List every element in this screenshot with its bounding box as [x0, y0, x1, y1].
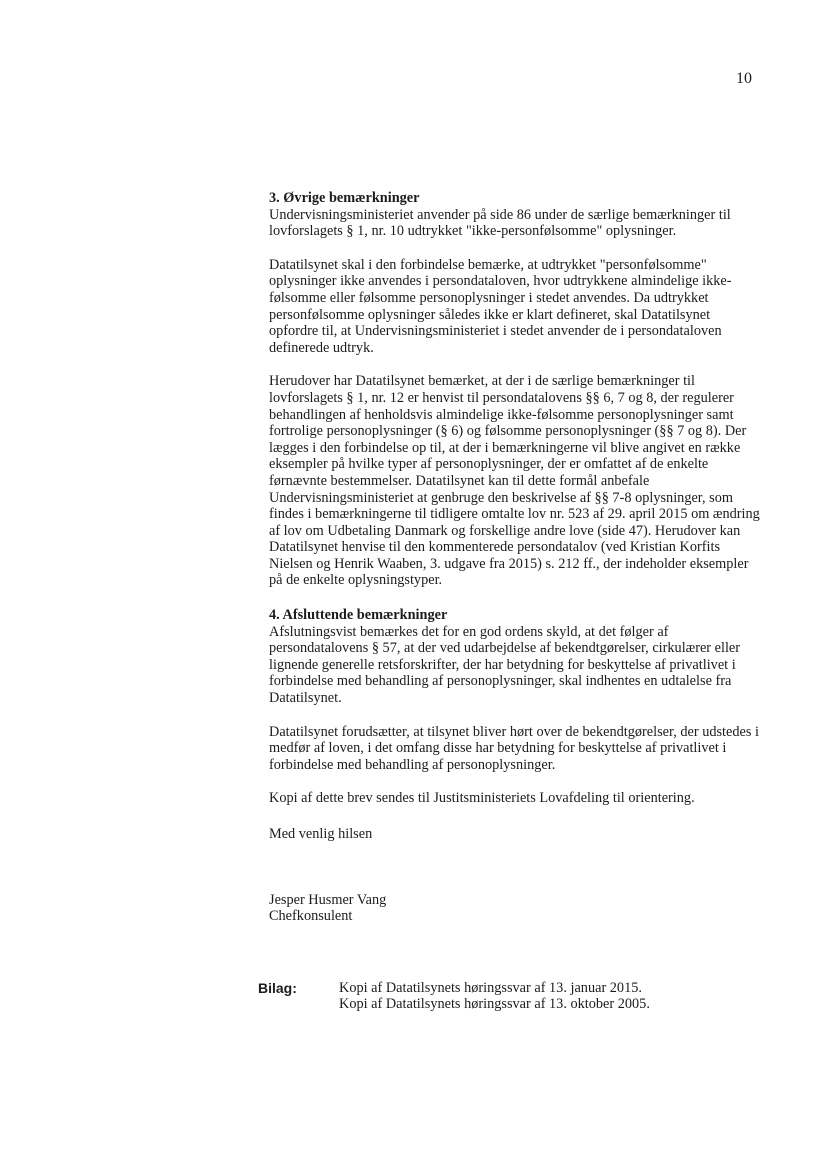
signatory-name: Jesper Husmer Vang: [269, 891, 387, 908]
attachments-block: [258, 980, 761, 1013]
signatory-title: Chefkonsulent: [269, 908, 353, 925]
section-3-paragraph-1: Datatilsynet skal i den forbindelse bemærke, at udtrykket "personfølsomme" oplysninger ikke anvendes i persondataloven, hvor udtrykkene almindelige ikke-følsomme eller følsomme personoplysninger i stedet anvendes. Da udtrykket personfølsomme oplysninger således ikke er klart defineret, skal Datatilsynet opfordre til, at Undervisningsministeriet i stedet anvender de i persondataloven definerede udtryk.: [269, 256, 732, 356]
section-4-paragraph-1: Datatilsynet forudsætter, at tilsynet bliver hørt over de bekendtgørelser, der udstedes i medfør af loven, i det omfang disse har betydning for beskyttelse af privatlivet i forbindelse med behandling af personoplysninger.: [269, 723, 759, 773]
letter-body: [258, 190, 761, 1013]
section-4-heading: 4. Afsluttende bemærkninger: [269, 607, 448, 624]
section-3-paragraph-2: Herudover har Datatilsynet bemærket, at der i de særlige bemærkninger til lovforslagets § 1, nr. 12 er henvist til persondatalovens §§ 6, 7 og 8, der regulerer behandlingen af henholdsvis almindelige ikke-følsomme personoplysninger samt fortrolige personoplysninger (§ 6) og følsomme personoplysninger (§§ 7 og 8). Der lægges i den forbindelse op til, at der i bemærkningerne vil blive angivet en række eksempler på hvilke typer af personoplysninger, der er omfattet af de enkelte førnævnte bestemmelser. Datatilsynet kan til dette formål anbefale Undervisningsministeriet at genbruge den beskrivelse af §§ 7-8 oplysninger, som findes i bemærkningerne til tidligere omtalte lov nr. 523 af 29. april 2015 om ændring af lov om Udbetaling Danmark og forskellige andre love (side 47). Herudover kan Datatilsynet henvise til den kommenterede persondatalov (ved Kristian Korfits Nielsen og Henrik Waaben, 3. udgave fra 2015) s. 212 ff., der indeholder eksempler på de enkelte oplysningstyper.: [269, 373, 760, 589]
section-4-paragraph-2: Kopi af dette brev sendes til Justitsministeriets Lovafdeling til orientering.: [269, 790, 695, 807]
attachments-label: Bilag:: [258, 979, 297, 996]
attachment-item: Kopi af Datatilsynets høringssvar af 13. oktober 2005.: [339, 996, 650, 1013]
closing-greeting: Med venlig hilsen: [269, 826, 373, 842]
section-4-intro: Afslutningsvist bemærkes det for en god ordens skyld, at det følger af persondatalovens § 57, at der ved udarbejdelse af bekendtgørelser, cirkulærer eller lignende generelle retsforskrifter, der har betydning for beskyttelse af privatlivet i forbindelse med behandling af personoplysninger, skal indhentes en udtalelse fra Datatilsynet.: [269, 623, 741, 707]
attachment-item: Kopi af Datatilsynets høringssvar af 13. januar 2015.: [339, 979, 642, 996]
page-number: 10: [736, 70, 752, 87]
attachments-list: [339, 980, 650, 1013]
section-3-heading: 3. Øvrige bemærkninger: [269, 190, 420, 206]
section-3-intro: Undervisningsministeriet anvender på side 86 under de særlige bemærkninger til lovforslagets § 1, nr. 10 udtrykket "ikke-personfølsomme" oplysninger.: [269, 206, 731, 240]
